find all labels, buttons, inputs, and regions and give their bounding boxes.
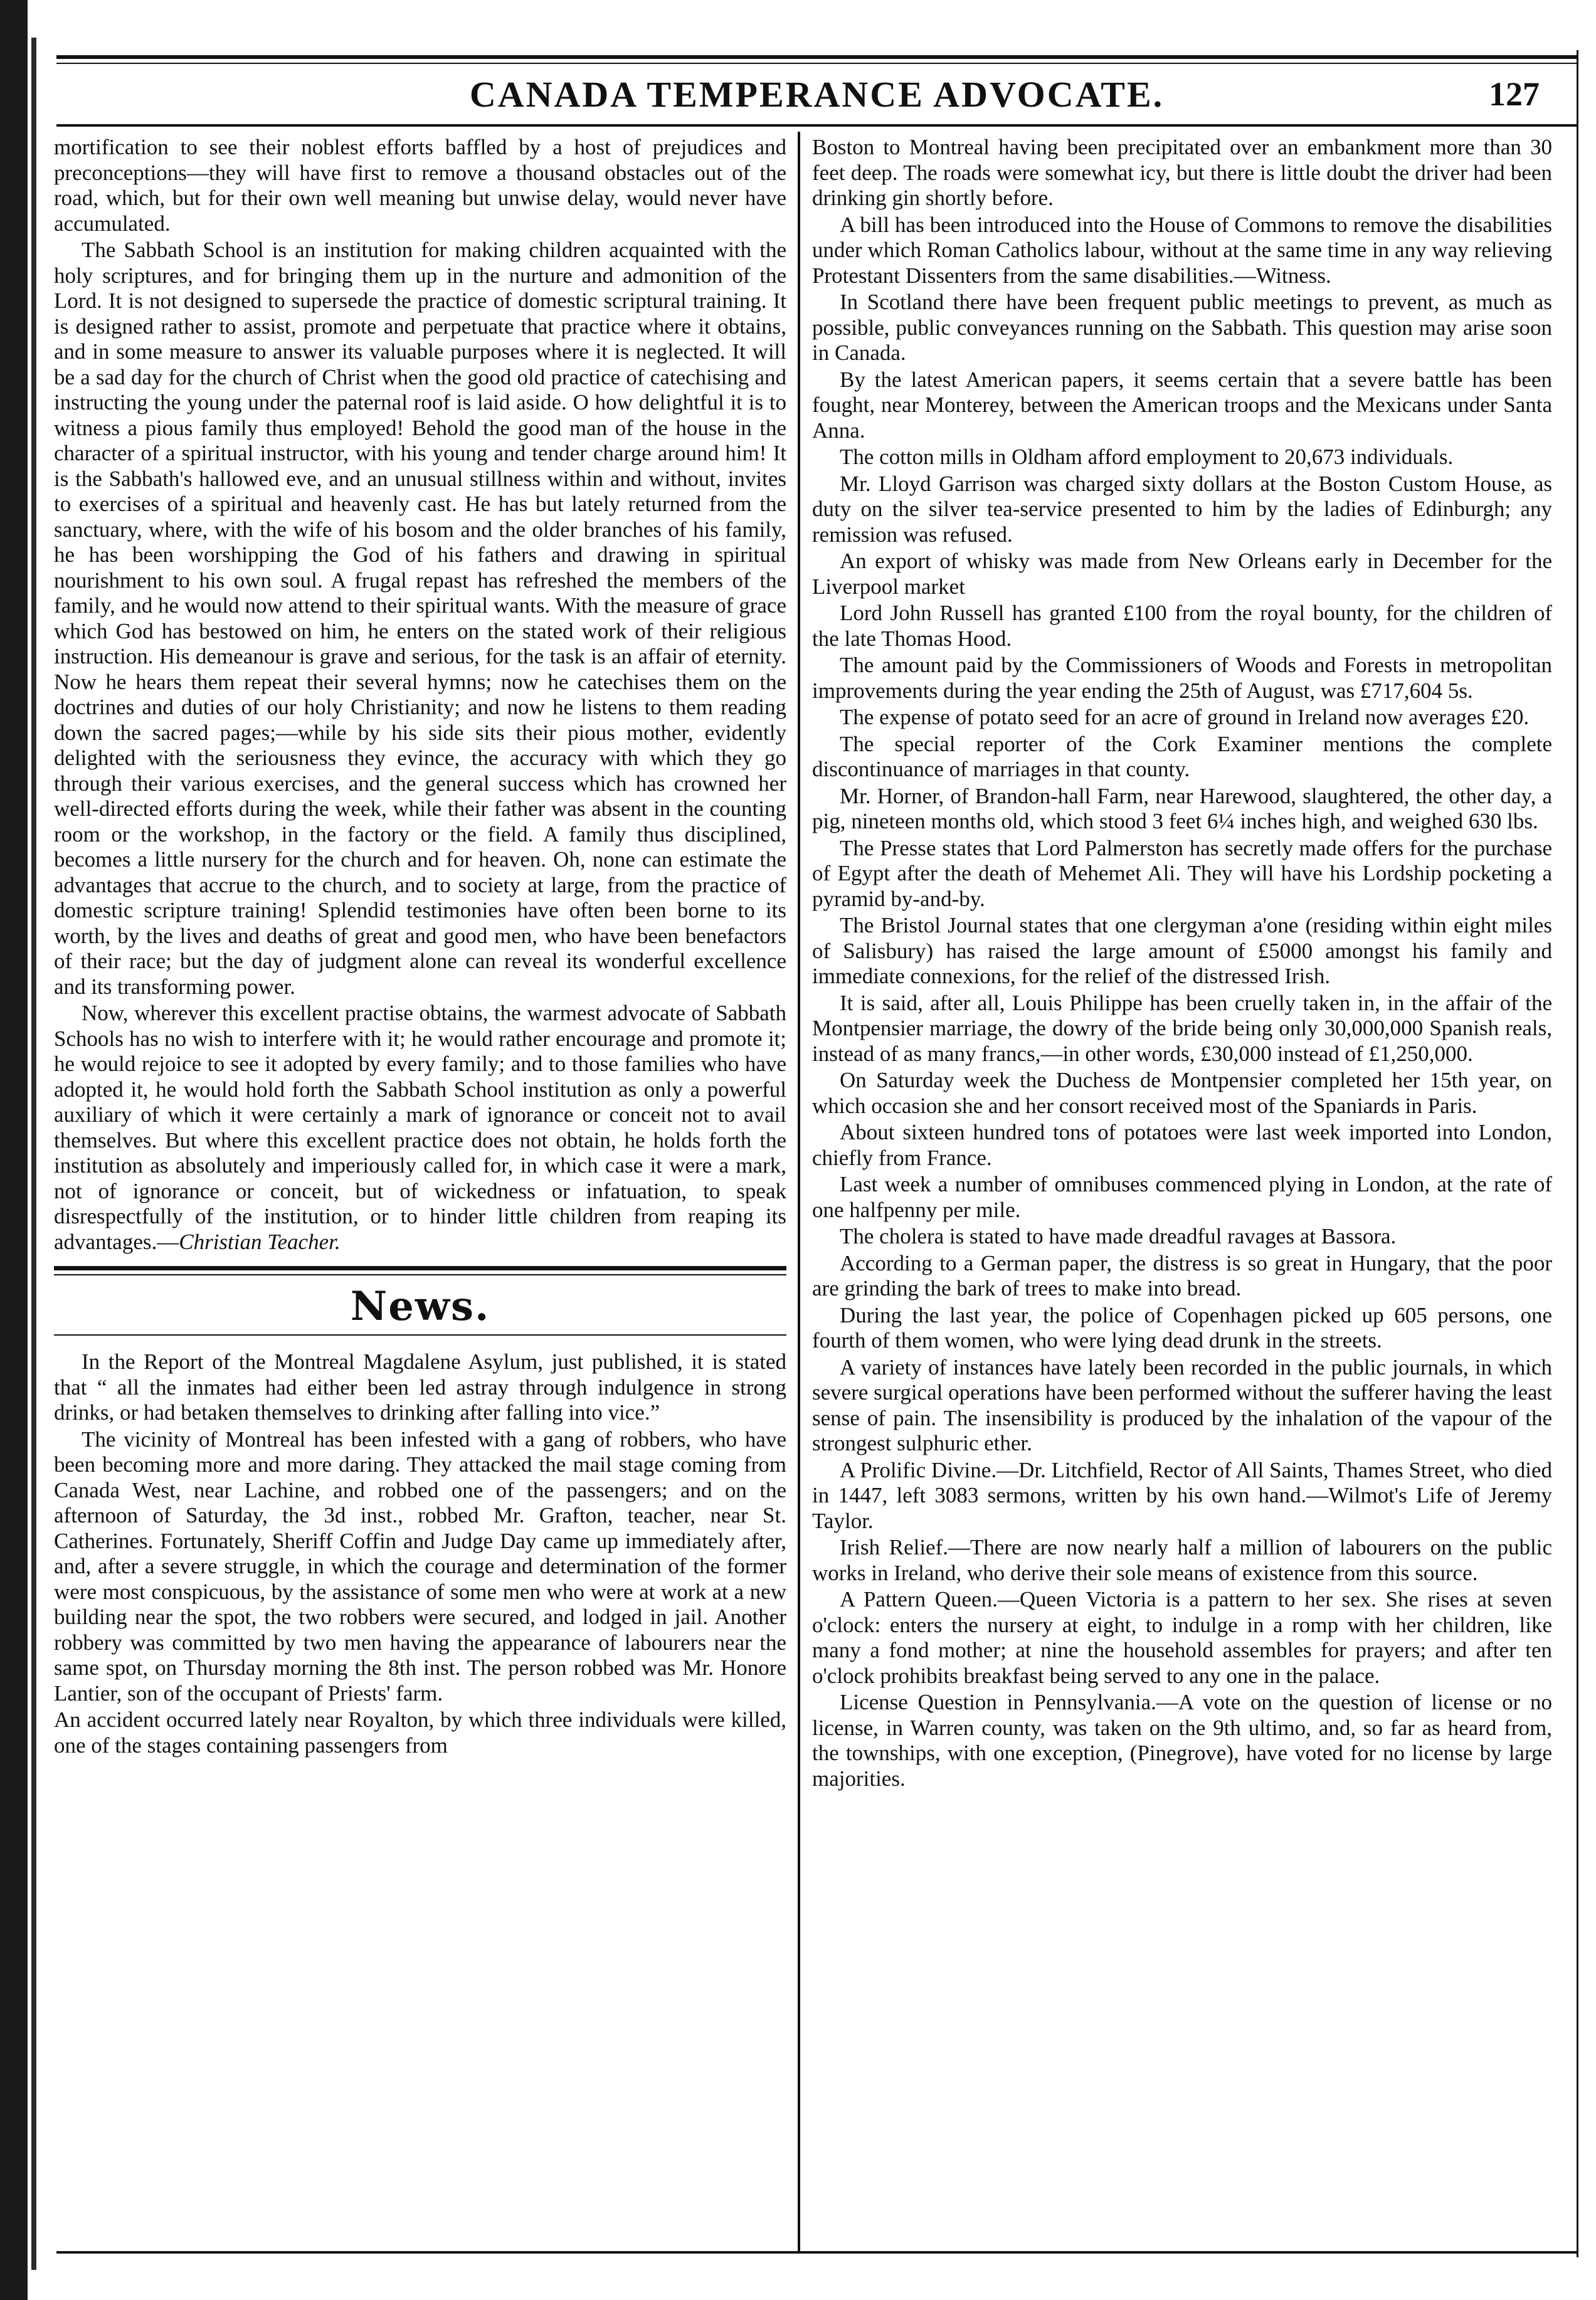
article-paragraph-text: Now, wherever this excellent practise obtains, the warmest advocate of Sabbath Schools has no wish to interfere with it; he would rather encourage and promote it; he would rejoice to see it adopted by every family; and to those families who have adopted it, he would hold forth the Sabbath School institution as only a powerful auxiliary of which it were certainly a mark of ignorance or conceit not to avail themselves. But where this excellent practice does not obtain, he holds forth the institution as absolutely and imperiously called for, in which case it were a mark, not of ignorance or conceit, but of wickedness or infatuation, to speak disrespectfully of the institution, or to hinder little children from reaping its advantages.— xyxy=(54,1001,786,1254)
right-column xyxy=(812,135,1552,2248)
left-column xyxy=(54,135,786,2248)
news-item: The amount paid by the Commissioners of Woods and Forests in metropolitan improvements during the year ending the 25th of August, was £717,604 5s. xyxy=(812,653,1552,703)
page-title: CANADA TEMPERANCE ADVOCATE. xyxy=(469,73,1165,115)
news-item: During the last year, the police of Copenhagen picked up 605 persons, one fourth of them women, who were lying dead drunk in the streets. xyxy=(812,1302,1552,1353)
news-item: Last week a number of omnibuses commenced plying in London, at the rate of one halfpenny per mile. xyxy=(812,1172,1552,1222)
section-rule-thick xyxy=(54,1266,786,1270)
header-rule-bottom xyxy=(56,124,1577,127)
news-item: According to a German paper, the distress is so great in Hungary, that the poor are grinding the bark of trees to make into bread. xyxy=(812,1250,1552,1300)
news-item: Mr. Horner, of Brandon-hall Farm, near Harewood, slaughtered, the other day, a pig, nineteen months old, which stood 3 feet 6¼ inches high, and weighed 630 lbs. xyxy=(812,783,1552,833)
news-item: Lord John Russell has granted £100 from the royal bounty, for the children of the late Thomas Hood. xyxy=(812,601,1552,651)
news-item: In Scotland there have been frequent public meetings to prevent, as much as possible, public conveyances running on the Sabbath. This question may arise soon in Canada. xyxy=(812,290,1552,365)
article-paragraph: mortification to see their noblest efforts baffled by a host of prejudices and preconceptions—they will have first to remove a thousand obstacles out of the road, which, but for their own well meaning but unwise delay, would never have accumulated. xyxy=(54,135,786,236)
column-divider xyxy=(798,132,800,2251)
news-item: The Bristol Journal states that one clergyman a'one (residing within eight miles of Salisbury) has raised the large amount of £5000 amongst his family and immediate connexions, for the relief of the distressed Irish. xyxy=(812,913,1552,988)
page-binding-edge xyxy=(0,0,28,2300)
news-item: A variety of instances have lately been recorded in the public journals, in which severe surgical operations have been performed without the sufferer having the least sense of pain. The insensibility is produced by the inhalation of the vapour of the strongest sulphuric ether. xyxy=(812,1354,1552,1455)
page-header xyxy=(56,69,1577,119)
news-item: The Presse states that Lord Palmerston has secretly made offers for the purchase of Egypt after the death of Mehemet Ali. They will have his Lordship pocketing a pyramid by-and-by. xyxy=(812,835,1552,911)
header-rule-thick xyxy=(56,55,1577,59)
article-paragraph: The Sabbath School is an institution for making children acquainted with the holy scriptures, and for bringing them up in the nurture and admonition of the Lord. It is not designed to supersede the practice of domestic scriptural training. It is designed rather to assist, promote and perpetuate that practice where it obtains, and in some measure to answer its valuable purposes where it is neglected. It will be a sad day for the church of Christ when the good old practice of catechising and instructing the young under the paternal roof is laid aside. O how delightful it is to witness a pious family thus employed! Behold the good man of the house in the character of a spiritual instructor, with his young and tender charge around him! It is the Sabbath's hallowed eve, and an unusual stillness within and without, invites to exercises of a spiritual and heavenly cast. He has but lately returned from the sanctuary, where, with the wife of his bosom and the older branches of his family, he has been worshipping the God of his fathers and drawing in spiritual nourishment to his own soul. A frugal repast has refreshed the members of the family, and he would now attend to their spiritual wants. With the measure of grace which God has bestowed on him, he enters on the stated work of their religious instruction. His demeanour is grave and serious, for the task is an affair of eternity. Now he hears them repeat their several hymns; now he catechises them on the doctrines and duties of our holy Christianity; and now he listens to them reading down the sacred pages;—while by his side sits their pious mother, evidently delighted with the seriousness they evince, the accuracy with which they go through their various exercises, and the general success which has crowned her well-directed efforts during the week, while their father was absent in the counting room or the workshop, in the factory or the field. A family thus disciplined, becomes a little nursery for the church and for heaven. Oh, none can estimate the advantages that accrue to the church, and to society at large, from the practice of domestic scripture training! Splendid testimonies have often been borne to its worth, by the lives and deaths of great and good men, who have been benefactors of their race; but the day of judgment alone can reveal its wonderful excellence and its transforming power. xyxy=(54,238,786,999)
news-item: The cholera is stated to have made dreadful ravages at Bassora. xyxy=(840,1224,1397,1248)
news-item: The vicinity of Montreal has been infested with a gang of robbers, who have been becoming more and more daring. They attacked the mail stage coming from Canada West, near Lachine, and robbed one of the passengers; and on the afternoon of Saturday, the 3d inst., robbed Mr. Grafton, teacher, near St. Catherines. Fortunately, Sheriff Coffin and Judge Day came up immediately after, and, after a severe struggle, in which the courage and determination of the former were most conspicuous, by the assistance of some men who were at work at a new building near the spot, the two robbers were secured, and lodged in jail. Another robbery was committed by two men having the appearance of labourers near the same spot, on Thursday morning the 8th inst. The person robbed was Mr. Honore Lantier, son of the occupant of Priests' farm. xyxy=(54,1427,786,1706)
header-rule-thin xyxy=(56,63,1577,64)
section-rule-thin xyxy=(54,1274,786,1275)
news-item: By the latest American papers, it seems certain that a severe battle has been fought, near Monterey, between the American troops and the Mexicans under Santa Anna. xyxy=(812,367,1552,443)
news-item: An export of whisky was made from New Orleans early in December for the Liverpool market xyxy=(812,549,1552,599)
page-right-edge xyxy=(1577,50,1578,2257)
news-item: The cotton mills in Oldham afford employment to 20,673 individuals. xyxy=(840,445,1454,469)
article-paragraph xyxy=(54,1001,786,1255)
news-item: On Saturday week the Duchess de Montpensier completed her 15th year, on which occasion she and her consort received most of the Spaniards in Paris. xyxy=(812,1068,1552,1118)
news-item: Irish Relief.—There are now nearly half a million of labourers on the public works in Ireland, who derive their sole means of existence from this source. xyxy=(812,1535,1552,1585)
news-item: The special reporter of the Cork Examiner mentions the complete discontinuance of marriages in that county. xyxy=(812,731,1552,781)
news-item: It is said, after all, Louis Philippe has been cruelly taken in, in the affair of the Montpensier marriage, the dowry of the bride being only 30,000,000 Spanish reals, instead of as many francs,—in other words, £30,000 instead of £1,250,000. xyxy=(812,990,1552,1066)
news-item: The expense of potato seed for an acre of ground in Ireland now averages £20. xyxy=(840,705,1530,729)
page-number: 127 xyxy=(1489,75,1540,113)
news-heading-rule xyxy=(54,1334,786,1336)
news-item: In the Report of the Montreal Magdalene Asylum, just published, it is stated that “ all the inmates had either been led astray through indulgence in strong drinks, or had betaken themselves to drinking after falling into vice.” xyxy=(54,1349,786,1425)
news-item: Boston to Montreal having been precipitated over an embankment more than 30 feet deep. The roads were somewhat icy, but there is little doubt the driver had been drinking gin shortly before. xyxy=(812,135,1552,210)
news-item: A bill has been introduced into the House of Commons to remove the disabilities under which Roman Catholics labour, without at the same time in any way relieving Protestant Dissenters from the same disabilities.—Witness. xyxy=(812,212,1552,288)
page-bottom-rule xyxy=(56,2251,1577,2254)
news-item: An accident occurred lately near Royalton, by which three individuals were killed, one of the stages containing passengers from xyxy=(54,1707,786,1758)
news-item: About sixteen hundred tons of potatoes were last week imported into London, chiefly from France. xyxy=(812,1120,1552,1170)
article-source: Christian Teacher. xyxy=(179,1229,341,1254)
news-item: A Prolific Divine.—Dr. Litchfield, Rector of All Saints, Thames Street, who died in 1447, left 3083 sermons, written by his own hand.—Wilmot's Life of Jeremy Taylor. xyxy=(812,1457,1552,1533)
news-item: Mr. Lloyd Garrison was charged sixty dollars at the Boston Custom House, as duty on the silver tea-service presented to him by the ladies of Edinburgh; any remission was refused. xyxy=(812,471,1552,547)
news-heading: News. xyxy=(350,1283,490,1330)
page-binding-shadow xyxy=(31,38,36,2270)
news-item: A Pattern Queen.—Queen Victoria is a pattern to her sex. She rises at seven o'clock: enters the nursery at eight, to indulge in a romp with her children, like many a fond mother; at nine the household assembles for prayers; and after ten o'clock prohibits breakfast being served to any one in the palace. xyxy=(812,1587,1552,1688)
news-item: License Question in Pennsylvania.—A vote on the question of license or no license, in Warren county, was taken on the 9th ultimo, and, so far as heard from, the townships, with one exception, (Pinegrove), have voted for no license by large majorities. xyxy=(812,1690,1552,1791)
